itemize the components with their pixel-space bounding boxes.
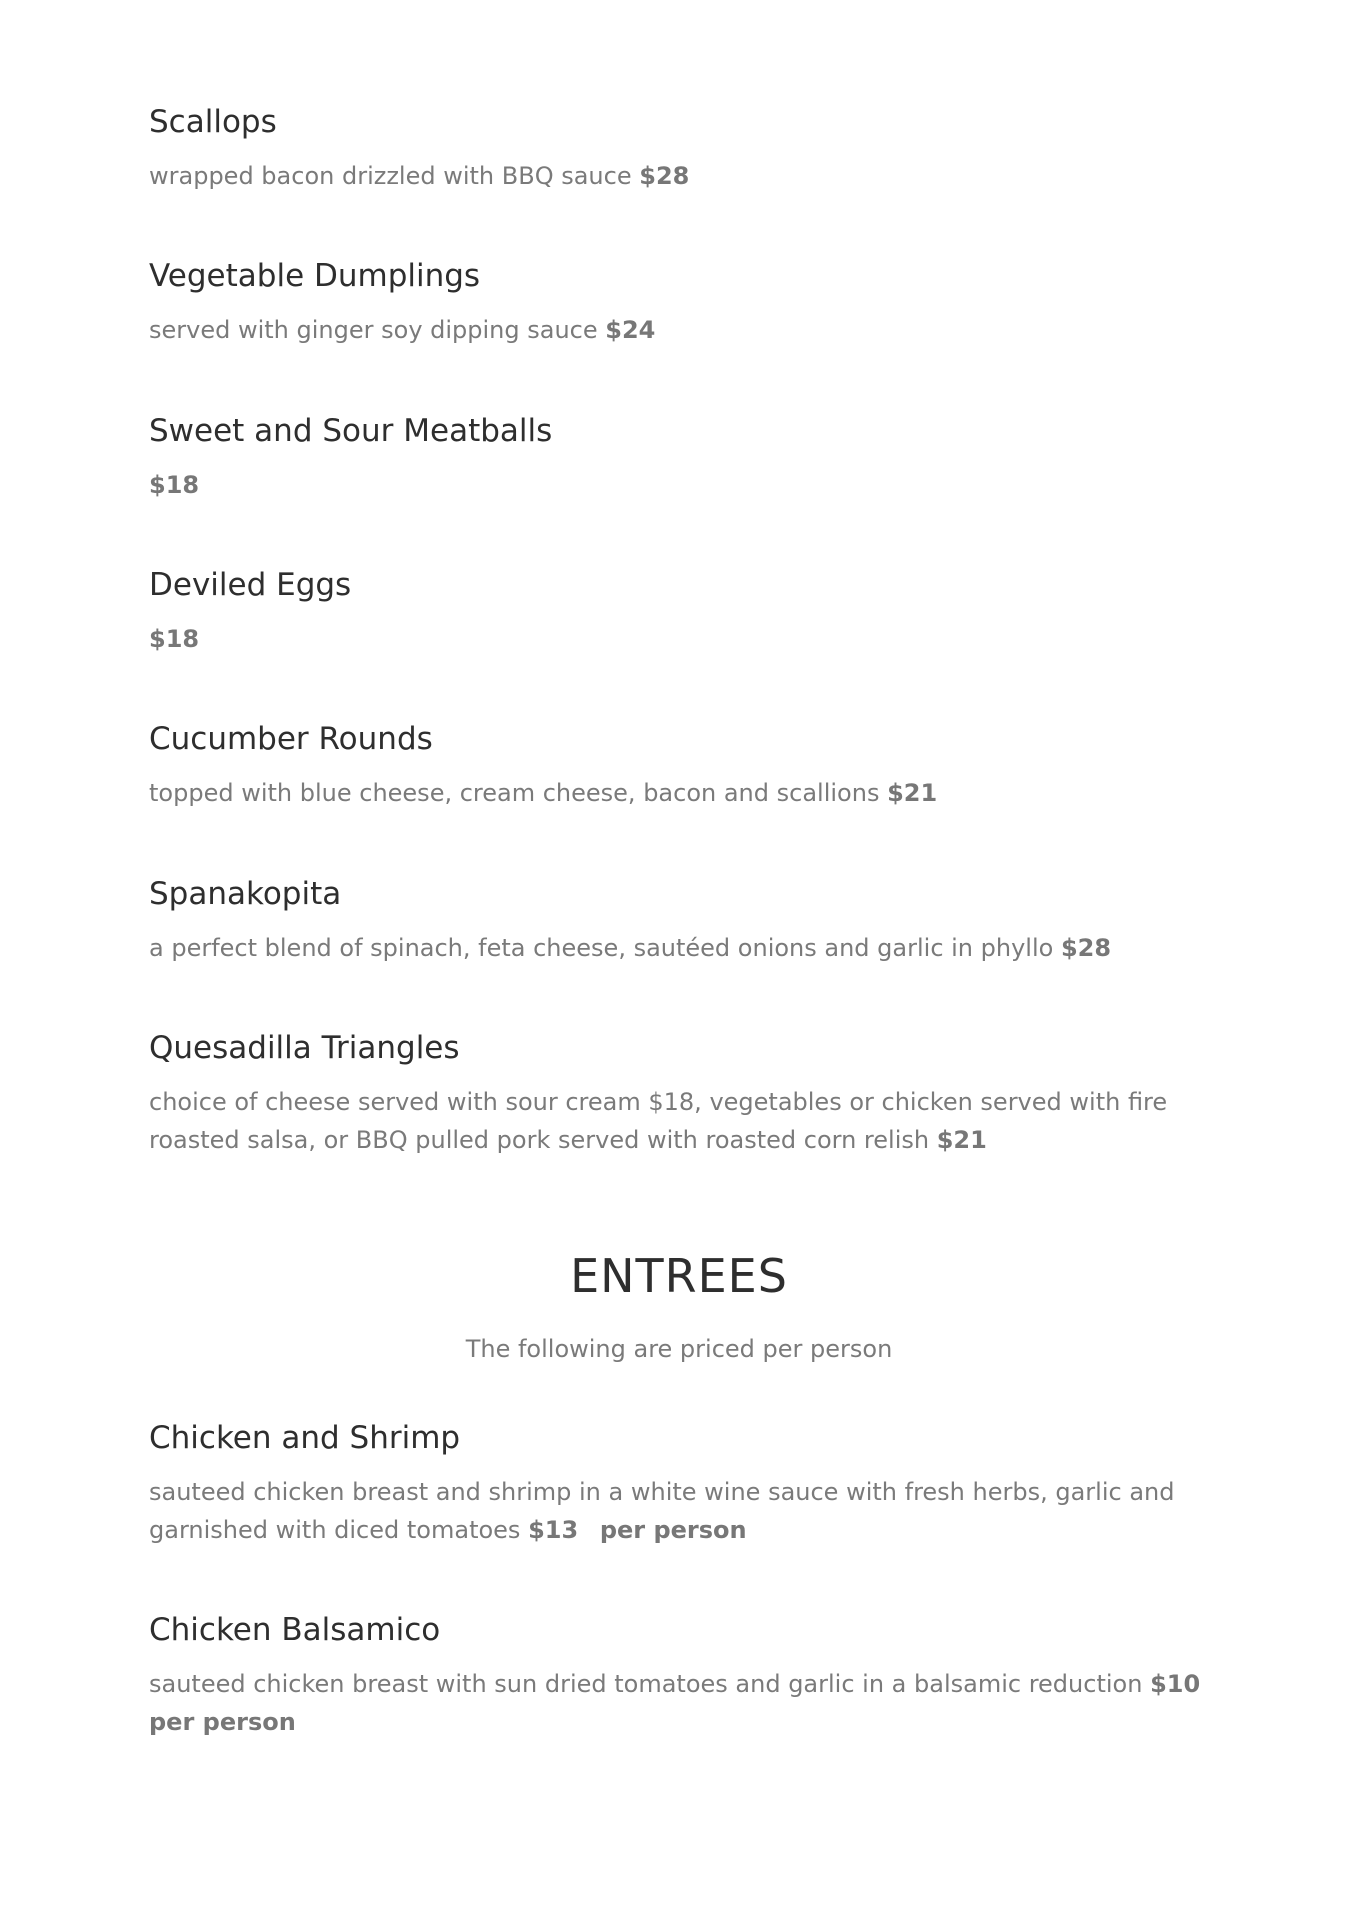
item-desc-text: a perfect blend of spinach, feta cheese, sautéed onions and garlic in phyllo [149,934,1054,962]
menu-item-sweet-and-sour-meatballs [149,411,1209,504]
item-description [149,774,1209,812]
item-description [149,311,1209,349]
item-description [149,929,1209,967]
item-price: $18 [149,471,200,499]
item-desc-text: served with ginger soy dipping sauce [149,316,598,344]
item-price: $24 [605,316,656,344]
item-price: $28 [639,162,690,190]
item-name: Vegetable Dumplings [149,258,481,294]
section-note: The following are priced per person [465,1335,893,1363]
item-name: Quesadilla Triangles [149,1030,460,1066]
item-description [149,620,1209,658]
menu-item-spanakopita [149,874,1209,967]
item-desc-text: choice of cheese served with sour cream $18, vegetables or chicken served with fire roasted salsa, or BBQ pulled pork served with roasted corn relish [149,1088,1168,1154]
item-price: $10 [1150,1670,1201,1698]
item-name: Scallops [149,104,277,140]
menu-item-deviled-eggs [149,565,1209,658]
item-price: $28 [1060,934,1112,962]
item-desc-text: topped with blue cheese, cream cheese, bacon and scallions [149,779,880,807]
item-name: Chicken Balsamico [149,1612,441,1648]
item-desc-text: sauteed chicken breast and shrimp in a white wine sauce with fresh herbs, garlic and garnished with diced tomatoes [149,1478,1175,1544]
item-name: Cucumber Rounds [149,721,433,757]
item-name: Sweet and Sour Meatballs [149,413,553,449]
item-desc-text: wrapped bacon drizzled with BBQ sauce [149,162,632,190]
item-price: $13 [528,1516,579,1544]
section-title-entrees: ENTREES [570,1249,788,1303]
menu-item-scallops [149,102,1209,195]
menu-item-vegetable-dumplings [149,256,1209,349]
item-description [149,1473,1209,1549]
item-description [149,157,1209,195]
item-price-suffix: per person [149,1708,296,1736]
menu-item-chicken-and-shrimp [149,1418,1209,1549]
item-price: $18 [149,625,200,653]
menu-item-quesadilla-triangles [149,1028,1209,1159]
item-name: Deviled Eggs [149,567,352,603]
item-price: $21 [936,1126,987,1154]
item-price-suffix: per person [599,1516,747,1544]
item-description [149,1083,1209,1159]
item-price: $21 [887,779,938,807]
item-desc-text: sauteed chicken breast with sun dried tomatoes and garlic in a balsamic reduction [149,1670,1143,1698]
item-name: Chicken and Shrimp [149,1420,461,1456]
menu-item-chicken-balsamico [149,1610,1209,1741]
menu-item-cucumber-rounds [149,719,1209,812]
item-description [149,466,1209,504]
item-description [149,1665,1209,1741]
item-name: Spanakopita [149,876,342,912]
